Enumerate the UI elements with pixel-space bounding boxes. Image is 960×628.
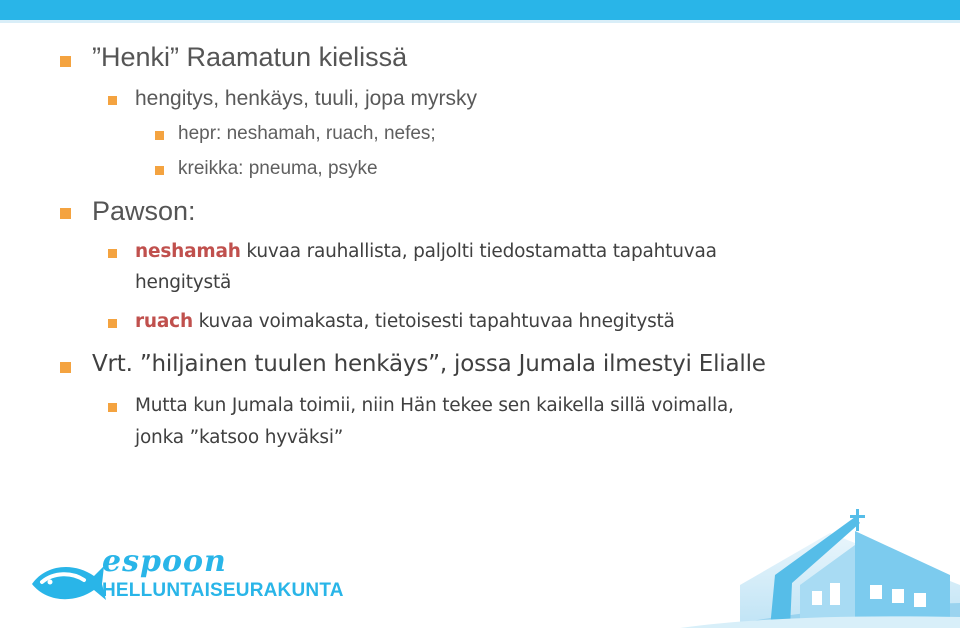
bullet-kreikka: kreikka: pneuma, psyke (178, 158, 378, 179)
bullet-marker (108, 96, 117, 105)
heading-pawson: Pawson: (92, 196, 196, 226)
bullet-neshamah-continuation: hengitystä (135, 272, 232, 293)
bullet-marker (60, 56, 71, 67)
term-ruach: ruach (135, 311, 193, 332)
top-accent-line (0, 20, 960, 23)
bullet-marker (60, 362, 71, 373)
bullet-marker (155, 131, 164, 140)
bullet-ruach (135, 311, 675, 332)
heading-henki: ”Henki” Raamatun kielissä (92, 42, 408, 72)
bullet-hengitys: hengitys, henkäys, tuuli, jopa myrsky (135, 87, 477, 110)
bullet-neshamah-text: kuvaa rauhallista, paljolti tiedostamatta tapahtuvaa (240, 241, 717, 262)
bullet-neshamah (135, 241, 717, 262)
bullet-marker (108, 319, 117, 328)
bullet-marker (155, 166, 164, 175)
heading-vrt: Vrt. ”hiljainen tuulen henkäys”, jossa Jumala ilmestyi Elialle (92, 351, 766, 377)
bullet-marker (108, 249, 117, 258)
bullet-marker (108, 403, 117, 412)
top-accent-bar (0, 0, 960, 20)
church-logo (28, 544, 344, 610)
fish-icon (28, 558, 108, 608)
logo-wordmark-espoon: espoon (102, 544, 227, 579)
church-icon (680, 505, 960, 628)
bullet-hepr: hepr: neshamah, ruach, nefes; (178, 123, 436, 144)
logo-wordmark-helluntaiseurakunta: HELLUNTAISEURAKUNTA (102, 580, 344, 601)
bullet-ruach-text: kuvaa voimakasta, tietoisesti tapahtuvaa hnegitystä (192, 311, 675, 332)
bullet-mutta: Mutta kun Jumala toimii, niin Hän tekee sen kaikella sillä voimalla, (135, 395, 734, 416)
bullet-mutta-continuation: jonka ”katsoo hyväksi” (135, 427, 344, 448)
bullet-marker (60, 208, 71, 219)
term-neshamah: neshamah (135, 241, 241, 262)
